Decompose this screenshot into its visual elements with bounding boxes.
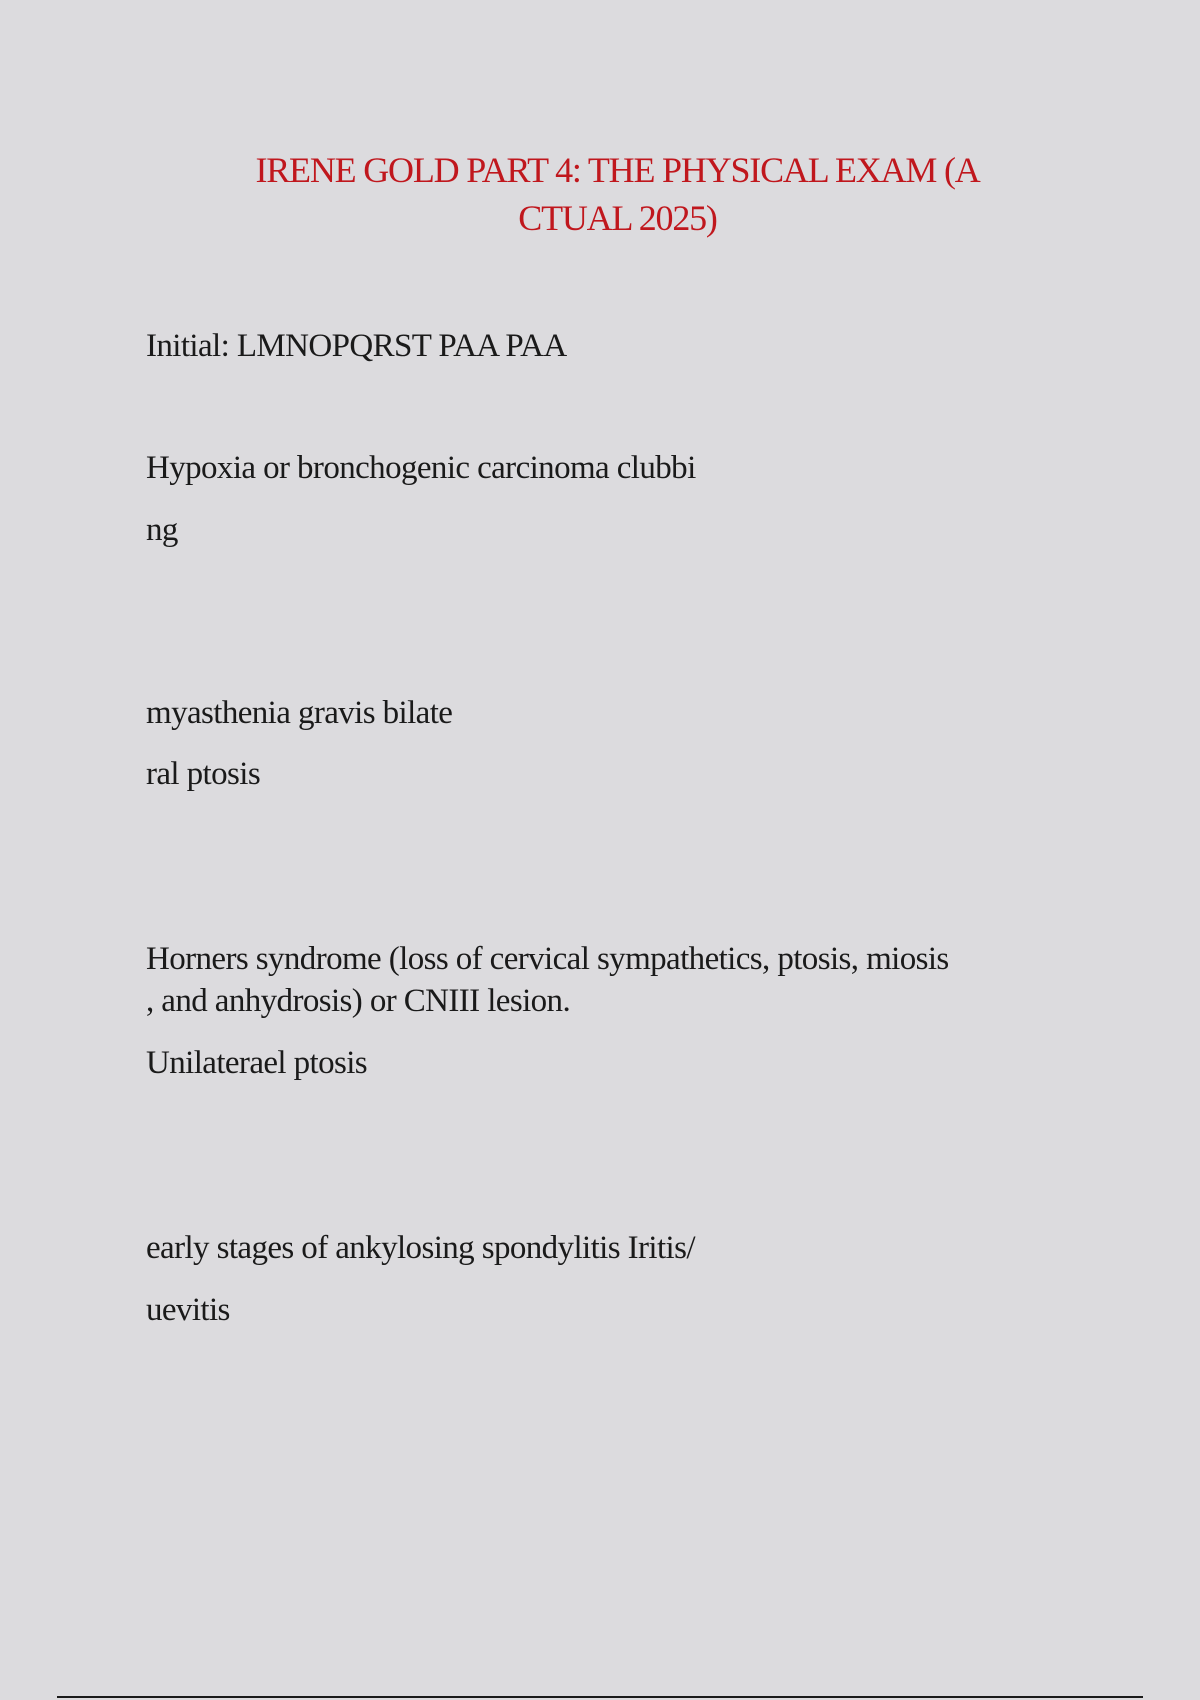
title-line-1: IRENE GOLD PART 4: THE PHYSICAL EXAM (A	[255, 150, 980, 190]
entry-4-line-2: uevitis	[146, 1292, 230, 1328]
entry-1-line-2: ng	[146, 512, 178, 548]
document-title	[140, 146, 1095, 242]
entry-4-line-1: early stages of ankylosing spondylitis Iritis/	[146, 1230, 695, 1266]
entry-3-line-3: Unilaterael ptosis	[146, 1045, 368, 1081]
entry-2-line-2: ral ptosis	[146, 756, 261, 792]
title-line-2: CTUAL 2025)	[518, 198, 717, 238]
initial-line: Initial: LMNOPQRST PAA PAA	[146, 328, 567, 364]
bottom-divider	[57, 1696, 1143, 1698]
entry-1-line-1: Hypoxia or bronchogenic carcinoma clubbi	[146, 450, 696, 486]
entry-2-line-1: myasthenia gravis bilate	[146, 695, 453, 731]
entry-3-line-1: Horners syndrome (loss of cervical sympathetics, ptosis, miosis	[146, 941, 949, 977]
entry-3-line-2: , and anhydrosis) or CNIII lesion.	[146, 983, 571, 1019]
